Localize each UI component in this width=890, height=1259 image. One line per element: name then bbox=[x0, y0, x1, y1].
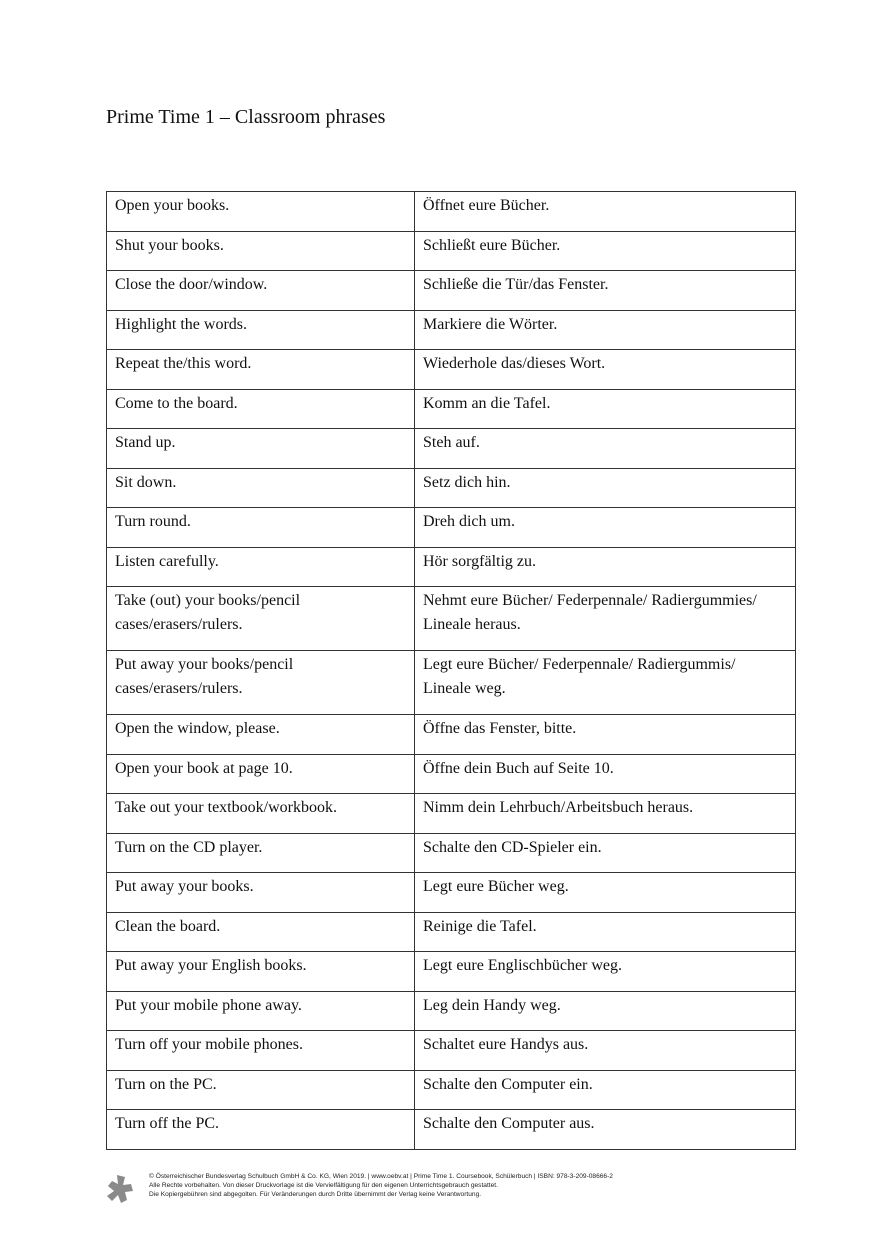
german-phrase: Leg dein Handy weg. bbox=[415, 991, 796, 1031]
german-phrase: Öffne das Fenster, bitte. bbox=[415, 715, 796, 755]
phrases-table bbox=[106, 191, 796, 1150]
english-phrase: Put away your books. bbox=[107, 873, 415, 913]
german-phrase: Steh auf. bbox=[415, 429, 796, 469]
english-phrase: Take (out) your books/pencil cases/erasers/rulers. bbox=[107, 587, 415, 651]
german-phrase: Legt eure Bücher weg. bbox=[415, 873, 796, 913]
page-title: Prime Time 1 – Classroom phrases bbox=[106, 106, 386, 128]
table-row bbox=[107, 794, 796, 834]
english-phrase: Clean the board. bbox=[107, 912, 415, 952]
english-phrase: Shut your books. bbox=[107, 231, 415, 271]
german-phrase: Markiere die Wörter. bbox=[415, 310, 796, 350]
german-phrase: Öffne dein Buch auf Seite 10. bbox=[415, 754, 796, 794]
german-phrase: Hör sorgfältig zu. bbox=[415, 547, 796, 587]
german-phrase: Legt eure Bücher/ Federpennale/ Radiergummis/ Lineale weg. bbox=[415, 651, 796, 715]
table-row bbox=[107, 508, 796, 548]
table-row bbox=[107, 912, 796, 952]
table-row bbox=[107, 468, 796, 508]
german-phrase: Nehmt eure Bücher/ Federpennale/ Radiergummies/ Lineale heraus. bbox=[415, 587, 796, 651]
english-phrase: Put away your English books. bbox=[107, 952, 415, 992]
table-row bbox=[107, 1070, 796, 1110]
english-phrase: Put your mobile phone away. bbox=[107, 991, 415, 1031]
english-phrase: Open the window, please. bbox=[107, 715, 415, 755]
english-phrase: Take out your textbook/workbook. bbox=[107, 794, 415, 834]
english-phrase: Put away your books/pencil cases/erasers/rulers. bbox=[107, 651, 415, 715]
table-row bbox=[107, 754, 796, 794]
english-phrase: Stand up. bbox=[107, 429, 415, 469]
table-row bbox=[107, 1110, 796, 1150]
table-row bbox=[107, 310, 796, 350]
english-phrase: Come to the board. bbox=[107, 389, 415, 429]
german-phrase: Setz dich hin. bbox=[415, 468, 796, 508]
german-phrase: Dreh dich um. bbox=[415, 508, 796, 548]
table-row bbox=[107, 389, 796, 429]
table-row bbox=[107, 833, 796, 873]
english-phrase: Turn off the PC. bbox=[107, 1110, 415, 1150]
german-phrase: Schaltet eure Handys aus. bbox=[415, 1031, 796, 1071]
german-phrase: Schalte den Computer aus. bbox=[415, 1110, 796, 1150]
table-row bbox=[107, 192, 796, 232]
table-row bbox=[107, 271, 796, 311]
table-row bbox=[107, 952, 796, 992]
english-phrase: Turn on the CD player. bbox=[107, 833, 415, 873]
english-phrase: Open your book at page 10. bbox=[107, 754, 415, 794]
english-phrase: Repeat the/this word. bbox=[107, 350, 415, 390]
german-phrase: Wiederhole das/dieses Wort. bbox=[415, 350, 796, 390]
table-row bbox=[107, 991, 796, 1031]
rights-line: Alle Rechte vorbehalten. Von dieser Druckvorlage ist die Vervielfältigung für den eigenen Unterrichtsgebrauch gestattet. bbox=[149, 1182, 498, 1189]
english-phrase: Listen carefully. bbox=[107, 547, 415, 587]
table-row bbox=[107, 1031, 796, 1071]
english-phrase: Turn round. bbox=[107, 508, 415, 548]
phrases-table-body bbox=[107, 192, 796, 1150]
english-phrase: Sit down. bbox=[107, 468, 415, 508]
german-phrase: Schalte den CD-Spieler ein. bbox=[415, 833, 796, 873]
table-row bbox=[107, 873, 796, 913]
publisher-logo-icon bbox=[106, 1174, 136, 1204]
table-row bbox=[107, 547, 796, 587]
german-phrase: Nimm dein Lehrbuch/Arbeitsbuch heraus. bbox=[415, 794, 796, 834]
copyright-line: © Österreichischer Bundesverlag Schulbuch GmbH & Co. KG, Wien 2019. | www.oebv.at | Prime Time 1. Coursebook, Schülerbuch | ISBN: 978-3-209-08666-2 bbox=[149, 1173, 613, 1180]
table-row bbox=[107, 350, 796, 390]
german-phrase: Schalte den Computer ein. bbox=[415, 1070, 796, 1110]
german-phrase: Legt eure Englischbücher weg. bbox=[415, 952, 796, 992]
german-phrase: Schließt eure Bücher. bbox=[415, 231, 796, 271]
english-phrase: Open your books. bbox=[107, 192, 415, 232]
german-phrase: Öffnet eure Bücher. bbox=[415, 192, 796, 232]
table-row bbox=[107, 651, 796, 715]
table-row bbox=[107, 231, 796, 271]
fees-line: Die Kopiergebühren sind abgegolten. Für Veränderungen durch Dritte übernimmt der Verlag keine Verantwortung. bbox=[149, 1191, 482, 1198]
footer-text bbox=[149, 1172, 613, 1199]
table-row bbox=[107, 429, 796, 469]
logo-shape bbox=[107, 1175, 133, 1203]
table-row bbox=[107, 715, 796, 755]
english-phrase: Highlight the words. bbox=[107, 310, 415, 350]
table-row bbox=[107, 587, 796, 651]
german-phrase: Komm an die Tafel. bbox=[415, 389, 796, 429]
german-phrase: Reinige die Tafel. bbox=[415, 912, 796, 952]
english-phrase: Close the door/window. bbox=[107, 271, 415, 311]
german-phrase: Schließe die Tür/das Fenster. bbox=[415, 271, 796, 311]
english-phrase: Turn on the PC. bbox=[107, 1070, 415, 1110]
english-phrase: Turn off your mobile phones. bbox=[107, 1031, 415, 1071]
